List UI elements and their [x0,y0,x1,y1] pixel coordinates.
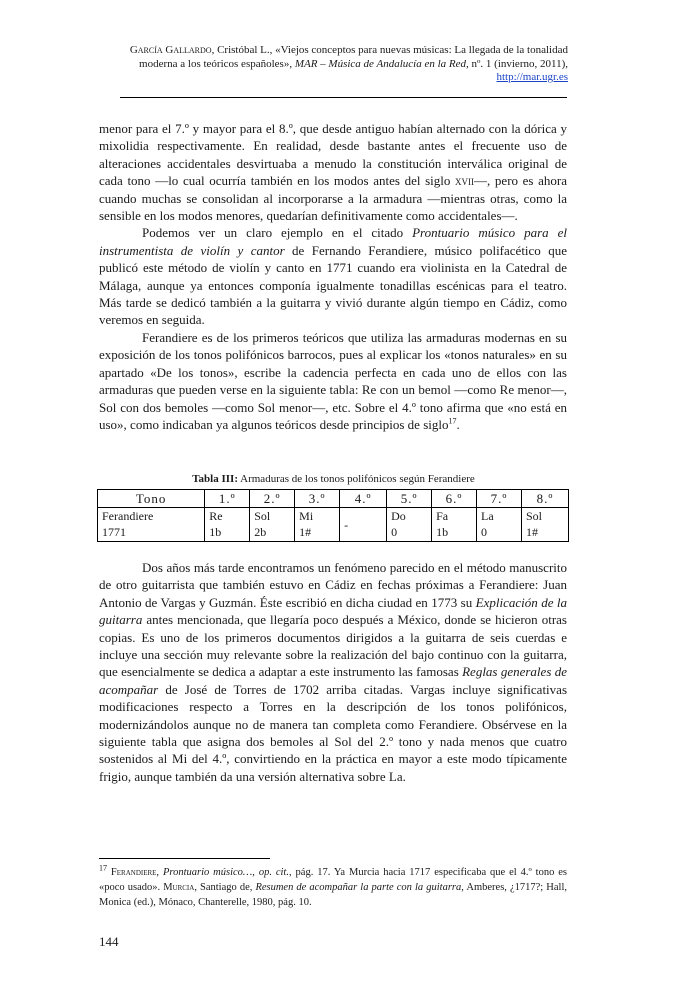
header-issue: , nº. 1 (invierno, 2011), [466,57,568,70]
footnote-number: 17 [99,863,107,873]
table-header-row [98,490,569,508]
footnote-ref[interactable]: 17 [448,416,457,426]
tones-table [97,489,569,542]
table-header-cell: 2.º [250,490,295,508]
body-text-upper [99,120,567,433]
table-header-cell: 7.º [477,490,522,508]
paragraph: menor para el 7.º y mayor para el 8.º, que desde antiguo habían alternado con la dórica y mixolidia respectivamente. En realidad, desde bastante antes el frecuente uso de alteraciones accidentales desvirtuaba a menudo la constitución interválica original de cada tono —lo cual ocurría también en los modos antes del siglo xvii—, pero es ahora cuando muchas se consolidan al incorporarse a la armadura —mientras otras, como la sensible en los modos menores, quedarían definitivamente como accidentales—. [99,121,567,224]
paragraph: Ferandiere es de los primeros teóricos que utiliza las armaduras modernas en su exposición de los tonos polifónicos barrocos, pues al explicar los «tonos naturales» en su apartado «De los tonos», escribe la cadencia perfecta en cada uno de ellos con las armaduras que pueden verse en la siguiente tabla: Re con un bemol —como Re menor—, Sol con dos bemoles —como Sol menor—, etc. Sobre el 4.º tono afirma que «no está en uso», como indicaban ya algunos teóricos desde principios de siglo$^{17}$. [99,329,567,432]
book-title: Explicación de la guitarra [99,594,568,628]
table-header-cell: 1.º [205,490,250,508]
table-cell: Fa 1b [432,508,477,542]
header-rule [120,97,567,98]
table-header-cell: 3.º [295,490,340,508]
body-text-lower [99,559,567,785]
footnote: $^{17}$ Ferandiere, Prontuario músico…, op. cit., pág. 17. Ya Murcia hacia 1717 especificaba que el 4.º tono es «poco usado». Murcia, Santiago de, Resumen de acompañar la parte con la guitarra, Amberes, ¿1717?; Hall, Monica (ed.), Mónaco, Chanterelle, 1980, pág. 10. [99,863,567,908]
header-article: , Cristóbal L., «Viejos conceptos para nuevas músicas: La llegada de la tonalidad moderna a los teóricos españoles», [139,44,568,70]
header-journal: MAR – Música de Andalucía en la Red [294,57,466,70]
table-header-cell: 8.º [521,490,568,508]
table-cell: Sol 1# [521,508,568,542]
table-cell: Do 0 [387,508,432,542]
table-header-cell: Tono [98,490,205,508]
running-header [105,44,568,85]
table-header-cell: 4.º [340,490,387,508]
table-cell: Re 1b [205,508,250,542]
page-number: 144 [99,934,119,949]
paragraph: Dos años más tarde encontramos un fenómeno parecido en el método manuscrito de otro guitarrista que también estuvo en Cádiz en fechas próximas a Ferandiere: Juan Antonio de Vargas y Guzmán. Éste escribió en dicha ciudad en 1773 su Explicación de la guitarra antes mencionada, que llegaría poco después a México, donde se hicieron otras copias. Es uno de los primeros documentos dirigidos a la guitarra de seis cuerdas e incluye una sección muy relevante sobre la realización del bajo continuo con la guitarra, que esencialmente se dedica a adaptar a este instrumento las famosas Reglas generales de acompañar de José de Torres de 1702 arriba citadas. Vargas incluye significativas modificaciones respecto a Torres en la descripción de los tonos polifónicos, modernizándolos aunque no de manera tan completa como Ferandiere. Obsérvese en la siguiente tabla que asigna dos bemoles al Sol del 2.º tono y nada menos que cuatro sostenidos al Mi del 4.º, convirtiendo en la práctica en mayor a este modo típicamente frigio, aunque también da una versión alternativa sobre La. [99,560,568,784]
table-cell: - [340,508,387,542]
table-cell: Sol 2b [250,508,295,542]
header-author: García Gallardo [129,44,212,56]
table-cell: Ferandiere 1771 [98,508,205,542]
book-title: Reglas generales de acompañar [99,664,567,697]
footnote-rule [99,858,270,859]
table-header-cell: 6.º [432,490,477,508]
book-title: Prontuario músico para el instrumentista de violín y cantor [99,225,567,258]
table-cell: Mi 1# [295,508,340,542]
table-header-cell: 5.º [387,490,432,508]
paragraph: Podemos ver un claro ejemplo en el citado Prontuario músico para el instrumentista de violín y cantor de Fernando Ferandiere, músico polifacético que publicó este método de violín y canto en 1771 cuando era violinista en la Catedral de Málaga, aunque ya entonces componía igualmente tonadillas escénicas para el teatro. Más tarde se dedicó también a la guitarra y vivió durante algún tiempo en Cádiz, como veremos en seguida. [99,225,567,328]
table-cell: La 0 [477,508,522,542]
table-row [98,508,569,542]
table-caption: Tabla III: Armaduras de los tonos polifónicos según Ferandiere [192,473,475,485]
header-url-link[interactable]: http://mar.ugr.es [496,71,568,83]
